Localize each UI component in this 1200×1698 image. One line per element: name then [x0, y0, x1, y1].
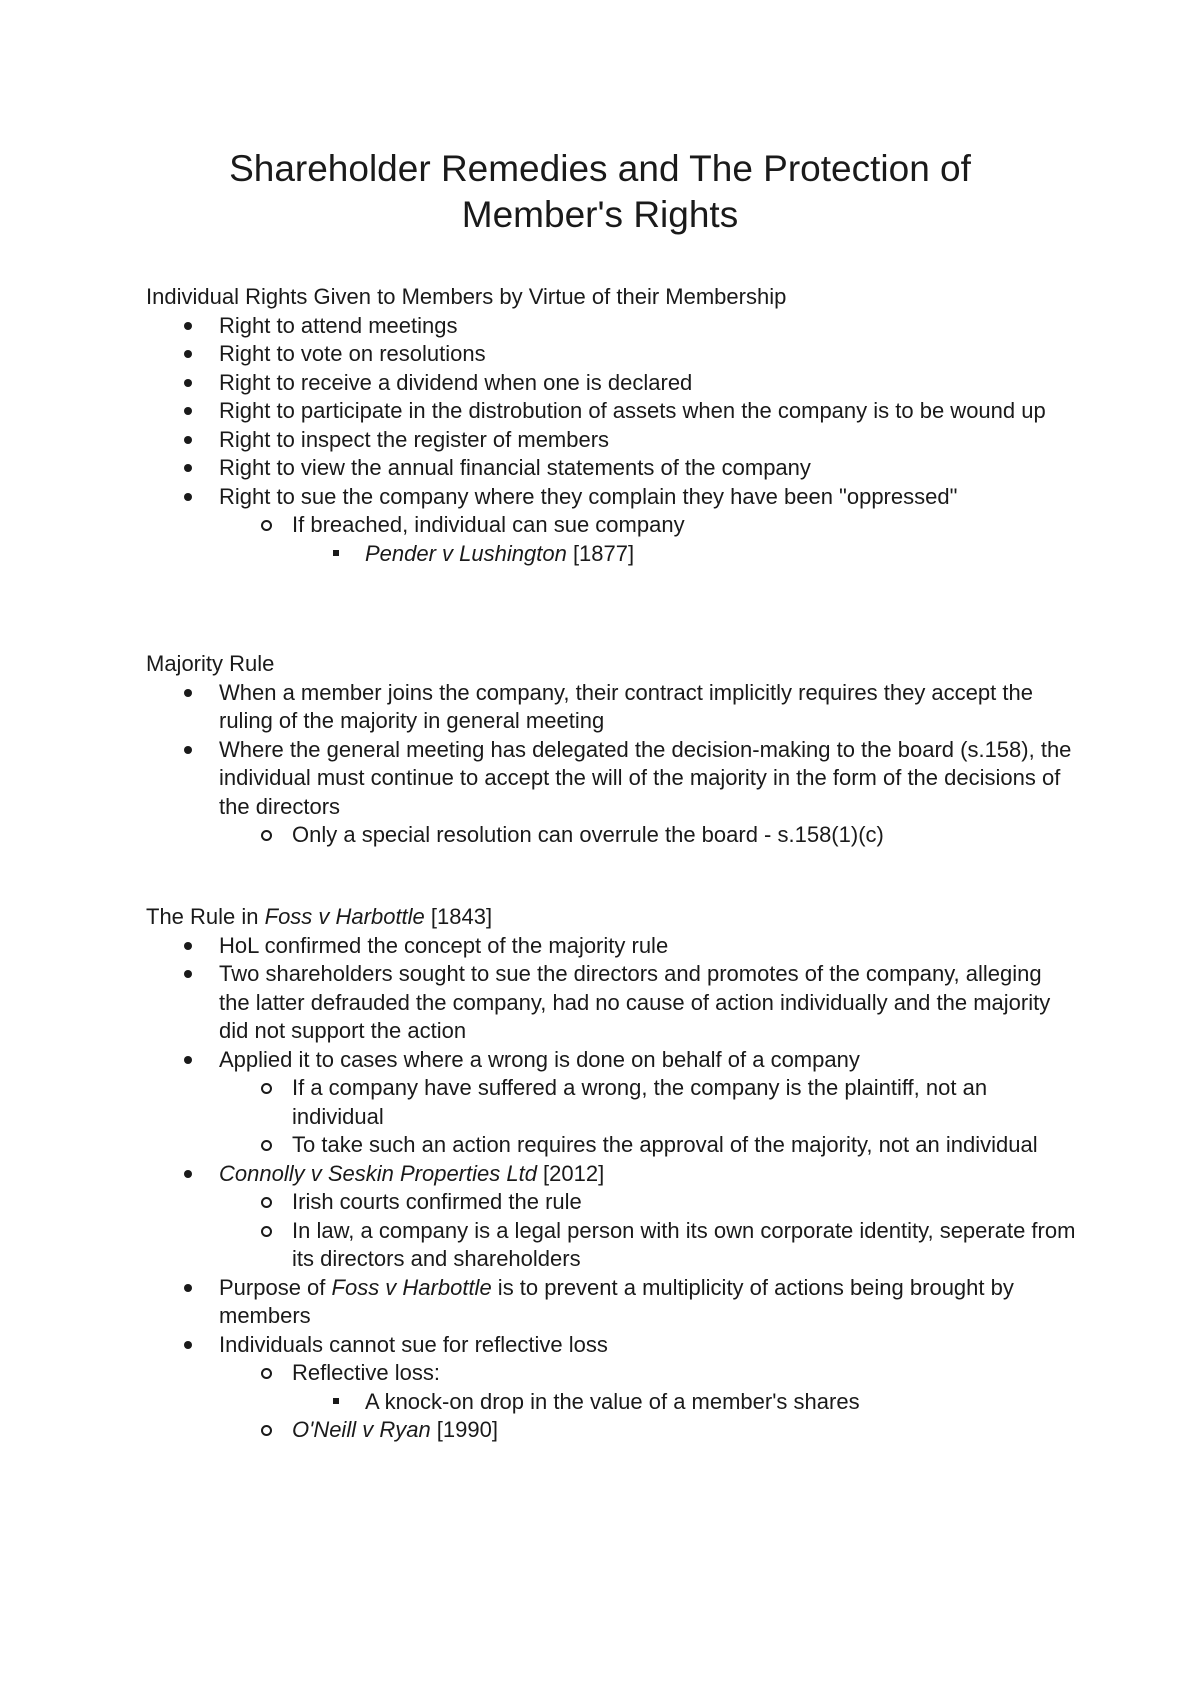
list-item: Two shareholders sought to sue the directors and promotes of the company, alleging the latter defrauded the company, had no cause of action individually and the majority did not support the action — [146, 960, 1076, 1046]
hollow-bullet-icon — [261, 1368, 272, 1379]
bullet-icon — [184, 350, 192, 358]
hollow-bullet-icon — [261, 1140, 272, 1151]
list-item: Purpose of Foss v Harbottle is to prevent a multiplicity of actions being brought by members — [146, 1274, 1076, 1331]
bullet-icon — [184, 379, 192, 387]
bullet-icon — [184, 689, 192, 697]
section-heading: The Rule in Foss v Harbottle [1843] — [146, 904, 493, 929]
case-name: Foss v Harbottle — [264, 904, 425, 929]
bullet-icon — [184, 1341, 192, 1349]
sub-list-item: Reflective loss: A knock-on drop in the value of a member's shares — [219, 1359, 1076, 1416]
document-title — [0, 146, 1200, 238]
bullet-icon — [184, 493, 192, 501]
hollow-bullet-icon — [261, 1083, 272, 1094]
case-name: Connolly v Seskin Properties Ltd — [219, 1160, 537, 1186]
sub-list-item — [219, 1416, 1076, 1445]
hollow-bullet-icon — [261, 1226, 272, 1237]
hollow-bullet-icon — [261, 1425, 272, 1436]
section-foss-v-harbottle — [146, 903, 1076, 1445]
list-item: Individuals cannot sue for reflective loss Reflective loss: A knock-on drop in the value of a member's shares O'Neill v Ryan [1990] — [146, 1331, 1076, 1445]
case-year: [1877] — [566, 540, 635, 566]
section-majority-rule — [146, 650, 1076, 850]
section-individual-rights — [146, 283, 1076, 568]
list-item: Right to participate in the distrobution of assets when the company is to be wound up — [146, 397, 1076, 426]
bullet-icon — [184, 322, 192, 330]
sub-list-item: Only a special resolution can overrule the board - s.158(1)(c) — [219, 821, 1076, 850]
list-item — [146, 1160, 1076, 1274]
case-name: Foss v Harbottle — [331, 1274, 492, 1300]
hollow-bullet-icon — [261, 830, 272, 841]
sub-list — [219, 1074, 1076, 1160]
sub-sub-list-item: A knock-on drop in the value of a member's shares — [292, 1388, 1076, 1417]
square-bullet-icon — [333, 1398, 339, 1404]
bullet-icon — [184, 970, 192, 978]
list-item: When a member joins the company, their contract implicitly requires they accept the ruling of the majority in general meeting — [146, 679, 1076, 736]
list-item: Right to vote on resolutions — [146, 340, 1076, 369]
sub-list-item: In law, a company is a legal person with its own corporate identity, seperate from its directors and shareholders — [219, 1217, 1076, 1274]
case-year: [1843] — [424, 904, 493, 929]
list-item: Right to receive a dividend when one is declared — [146, 369, 1076, 398]
section-heading: Majority Rule — [146, 651, 275, 676]
bullet-icon — [184, 1284, 192, 1292]
bullet-icon — [184, 464, 192, 472]
list-item: Where the general meeting has delegated the decision-making to the board (s.158), the individual must continue to accept the will of the majority in the form of the decisions of the directors Only a special resolution can overrule the board - s.158(1)(c) — [146, 736, 1076, 850]
sub-list — [219, 1188, 1076, 1274]
sub-list-item: If a company have suffered a wrong, the company is the plaintiff, not an individual — [219, 1074, 1076, 1131]
bullet-icon — [184, 407, 192, 415]
list-item: Applied it to cases where a wrong is done on behalf of a company If a company have suffered a wrong, the company is the plaintiff, not an individual To take such an action requires the approval of the majority, not an individual — [146, 1046, 1076, 1160]
case-year: [2012] — [536, 1160, 605, 1186]
list-item: Right to view the annual financial statements of the company — [146, 454, 1076, 483]
sub-list-item: If breached, individual can sue company Pender v Lushington [1877] — [219, 511, 1076, 568]
sub-list — [219, 511, 1076, 568]
sub-sub-list-item — [292, 540, 1076, 569]
bullet-icon — [184, 1170, 192, 1178]
case-year: [1990] — [430, 1417, 498, 1442]
list-item: Right to inspect the register of members — [146, 426, 1076, 455]
majority-rule-list — [146, 679, 1076, 850]
bullet-icon — [184, 1056, 192, 1064]
section-heading: Individual Rights Given to Members by Virtue of their Membership — [146, 284, 787, 309]
case-name: Pender v Lushington — [365, 540, 567, 566]
bullet-icon — [184, 746, 192, 754]
sub-list-item: Irish courts confirmed the rule — [219, 1188, 1076, 1217]
bullet-icon — [184, 436, 192, 444]
sub-list — [219, 821, 1076, 850]
sub-list-item: To take such an action requires the approval of the majority, not an individual — [219, 1131, 1076, 1160]
hollow-bullet-icon — [261, 1197, 272, 1208]
sub-sub-list — [292, 540, 1076, 569]
document-title-line-2: Member's Rights — [461, 194, 739, 235]
hollow-bullet-icon — [261, 520, 272, 531]
individual-rights-list — [146, 312, 1076, 569]
bullet-icon — [184, 942, 192, 950]
list-item: HoL confirmed the concept of the majority rule — [146, 932, 1076, 961]
foss-rule-list — [146, 932, 1076, 1445]
square-bullet-icon — [333, 550, 339, 556]
document-title-line-1: Shareholder Remedies and The Protection of — [229, 148, 971, 189]
sub-list — [219, 1359, 1076, 1445]
sub-sub-list — [292, 1388, 1076, 1417]
list-item: Right to attend meetings — [146, 312, 1076, 341]
case-name: O'Neill v Ryan — [292, 1417, 431, 1442]
list-item: Right to sue the company where they complain they have been "oppressed" If breached, individual can sue company Pender v Lushington [1877] — [146, 483, 1076, 569]
